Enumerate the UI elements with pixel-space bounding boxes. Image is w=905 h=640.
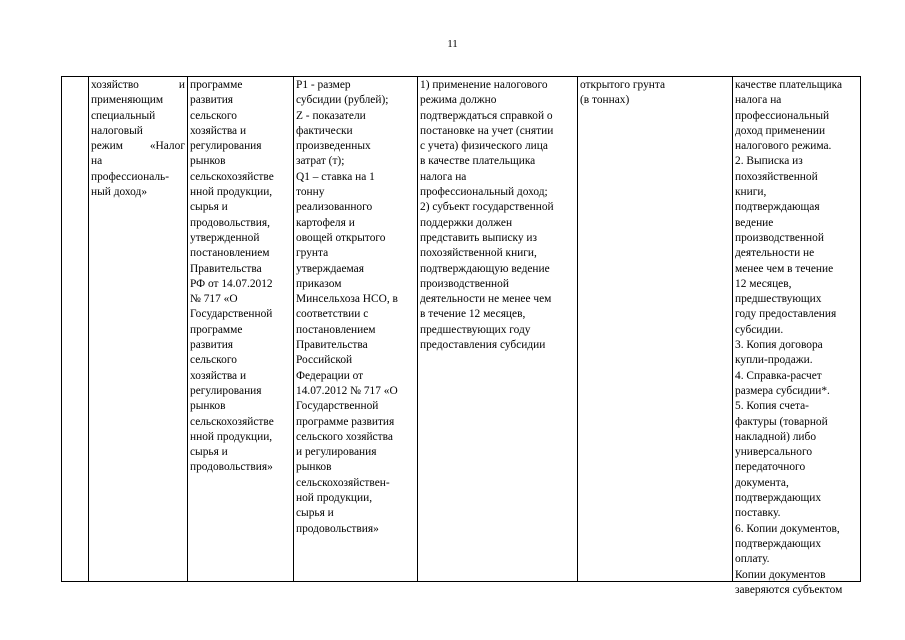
cell-line: 3. Копия договора (735, 339, 823, 352)
cell-line: регулирования (190, 140, 262, 153)
cell-line: 5. Копия счета- (735, 400, 809, 413)
cell-line: Правительства (296, 339, 368, 352)
table-cell-documents (733, 78, 860, 598)
cell-line: фактуры (товарной (735, 415, 828, 428)
cell-line: произведенных (296, 140, 371, 153)
cell-line: налога на (735, 94, 782, 107)
cell-line: сельского (190, 354, 237, 367)
cell-line: оплату. (735, 553, 770, 566)
table-cell-program (188, 78, 293, 476)
cell-word: хозяйство (91, 79, 139, 91)
cell-line: сырья и (190, 201, 228, 214)
table-cell-conditions (418, 78, 577, 353)
cell-line: (в тоннах) (580, 94, 630, 107)
cell-line: Российской (296, 354, 353, 367)
cell-word: и (178, 79, 185, 91)
cell-line: хозяйства и (190, 369, 247, 382)
cell-line: утвержденной (190, 231, 260, 244)
cell-line: сельскохозяйствен- (296, 476, 390, 489)
cell-line: представить выписку из (420, 231, 538, 244)
cell-line: регулирования (190, 384, 262, 397)
cell-line: ной продукции, (296, 492, 373, 505)
cell-line: в качестве плательщика (420, 155, 536, 168)
cell-line: реализованного (296, 201, 373, 214)
cell-line: программе развития (296, 415, 395, 428)
cell-word: «Налог (149, 140, 185, 153)
cell-line: субсидии. (735, 323, 784, 336)
cell-line: профессиональ- (91, 170, 170, 183)
cell-line: специальный (91, 109, 156, 122)
cell-line: накладной) либо (735, 430, 817, 443)
cell-line: налогового режима. (735, 140, 832, 153)
cell-line: профессиональный доход; (420, 186, 548, 199)
cell-line: подтверждающую ведение (420, 262, 550, 275)
cell-line: похозяйственной книги, (420, 247, 537, 260)
cell-line: заверяются субъектом (735, 583, 843, 596)
cell-line: открытого грунта (580, 79, 666, 91)
cell-line: развития (190, 94, 234, 107)
cell-line: рынков (296, 461, 332, 474)
cell-line: ведение (735, 216, 774, 229)
cell-line: рынков (190, 400, 226, 413)
cell-line: похозяйственной (735, 170, 818, 183)
cell-line: с учета) физического лица (420, 140, 548, 153)
cell-line: и регулирования (296, 446, 377, 459)
cell-line: РФ от 14.07.2012 (190, 277, 273, 290)
cell-line: купли-продажи. (735, 354, 813, 367)
cell-line: подтверждающих (735, 537, 822, 550)
cell-line: Z - показатели (296, 109, 366, 122)
table-border-right (860, 77, 861, 581)
cell-line: 14.07.2012 № 717 «О (296, 384, 398, 397)
cell-line: затрат (т); (296, 155, 345, 168)
cell-line: нной продукции, (190, 186, 273, 199)
cell-line: сельскохозяйстве (190, 170, 274, 183)
table-cell-unit (578, 78, 732, 109)
cell-line: программе (190, 323, 243, 336)
cell-line: фактически (296, 124, 353, 137)
cell-line: соответствии с (296, 308, 369, 321)
cell-line: 1) применение налогового (420, 79, 548, 91)
cell-line: производственной (420, 277, 509, 290)
cell-line: 2. Выписка из (735, 155, 803, 168)
subsidy-table (61, 76, 861, 596)
cell-line: хозяйства и (190, 124, 247, 137)
cell-line: постановлением (190, 247, 270, 260)
cell-line: сельского (190, 109, 237, 122)
cell-line (91, 139, 185, 154)
cell-line: режима должно (420, 94, 497, 107)
cell-line: применяющим (91, 94, 164, 107)
cell-line: доход применении (735, 124, 826, 137)
cell-line: предшествующих году (420, 323, 531, 336)
cell-line: деятельности не (735, 247, 815, 260)
cell-line: картофеля и (296, 216, 355, 229)
cell-line: постановке на учет (снятии (420, 124, 554, 137)
table-cell-formula (294, 78, 417, 537)
cell-line: на (91, 155, 103, 168)
cell-line: налога на (420, 170, 467, 183)
cell-line: Минсельхоза НСО, в (296, 293, 398, 306)
cell-line: передаточного (735, 461, 806, 474)
cell-line: книги, (735, 186, 767, 199)
page-number: 11 (447, 38, 458, 50)
cell-line: Государственной (190, 308, 273, 321)
cell-line: менее чем в течение (735, 262, 834, 275)
cell-line: подтверждаться справкой о (420, 109, 553, 122)
cell-line: деятельности не менее чем (420, 293, 552, 306)
cell-line: программе (190, 79, 243, 91)
cell-line: ный доход» (91, 186, 148, 199)
cell-line: качестве плательщика (735, 79, 843, 91)
cell-line: налоговый (91, 124, 143, 137)
cell-line: развития (190, 339, 234, 352)
cell-line: нной продукции, (190, 430, 273, 443)
table-border-left (61, 77, 62, 581)
cell-line: продовольствия, (190, 216, 270, 229)
cell-line: сырья и (296, 507, 334, 520)
cell-line: рынков (190, 155, 226, 168)
cell-line: подтверждающих (735, 492, 822, 505)
cell-line: овощей открытого (296, 231, 386, 244)
cell-line: универсального (735, 446, 813, 459)
cell-line: производственной (735, 231, 824, 244)
cell-line: документа, (735, 476, 789, 489)
cell-line: приказом (296, 277, 342, 290)
cell-line: профессиональный (735, 109, 830, 122)
cell-line: продовольствия» (190, 461, 273, 474)
cell-line: грунта (296, 247, 329, 260)
cell-line: предоставления субсидии (420, 339, 546, 352)
cell-line: Государственной (296, 400, 379, 413)
cell-line: продовольствия» (296, 522, 379, 535)
cell-line: 12 месяцев, (735, 277, 792, 290)
cell-line: субсидии (рублей); (296, 94, 389, 107)
cell-line: 4. Справка-расчет (735, 369, 822, 382)
cell-line: постановлением (296, 323, 376, 336)
cell-line: тонну (296, 186, 325, 199)
cell-line: размера субсидии*. (735, 384, 830, 397)
cell-line: году предоставления (735, 308, 837, 321)
cell-line: Q1 – ставка на 1 (296, 170, 375, 183)
cell-line: Копии документов (735, 568, 826, 581)
cell-line: в течение 12 месяцев, (420, 308, 526, 321)
cell-line: сырья и (190, 446, 228, 459)
cell-line: 2) субъект государственной (420, 201, 554, 214)
cell-line: Федерации от (296, 369, 364, 382)
table-cell-recipient (89, 78, 187, 200)
table-border-col5 (577, 77, 578, 581)
cell-line: 6. Копии документов, (735, 522, 840, 535)
cell-line: поддержки должен (420, 216, 513, 229)
cell-line: Правительства (190, 262, 262, 275)
cell-line: сельского хозяйства (296, 430, 393, 443)
cell-line: подтверждающая (735, 201, 820, 214)
cell-word: режим (91, 140, 123, 153)
cell-line (91, 78, 185, 93)
cell-line: поставку. (735, 507, 781, 520)
cell-line: сельскохозяйстве (190, 415, 274, 428)
cell-line: P1 - размер (296, 79, 351, 91)
cell-line: № 717 «О (190, 293, 238, 306)
cell-line: утверждаемая (296, 262, 364, 275)
cell-line: предшествующих (735, 293, 822, 306)
